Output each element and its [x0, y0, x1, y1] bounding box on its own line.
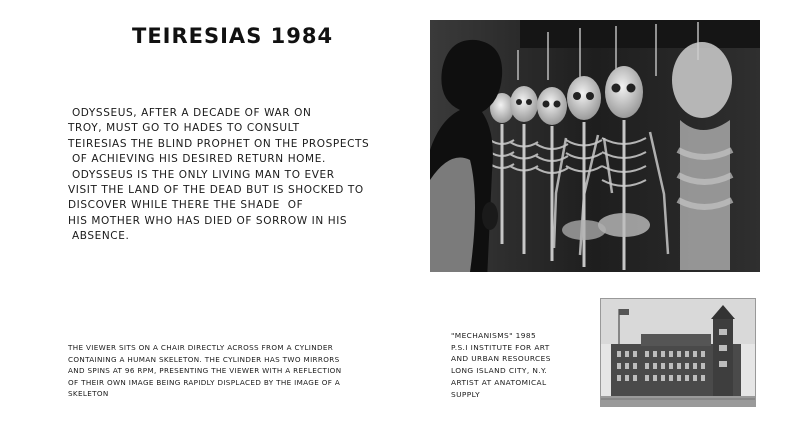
description-line: VISIT THE LAND OF THE DEAD BUT IS SHOCKED TO	[68, 184, 364, 197]
caption-line: OF THEIR OWN IMAGE BEING RAPIDLY DISPLACED BY THE IMAGE OF A	[68, 377, 341, 387]
caption-line: AND SPINS AT 96 RPM, PRESENTING THE VIEWER WITH A REFLECTION	[68, 366, 342, 375]
description-line: ABSENCE.	[68, 230, 130, 243]
description-text	[68, 106, 388, 245]
installation-caption	[68, 342, 408, 400]
skeletons-photo	[430, 20, 760, 272]
skeletons-photo-graphic	[430, 20, 760, 272]
caption-line: CONTAINING A HUMAN SKELETON. THE CYLINDER HAS TWO MIRRORS	[68, 354, 340, 364]
exhibition-credit	[451, 330, 591, 400]
caption-line: THE VIEWER SITS ON A CHAIR DIRECTLY ACROSS FROM A CYLINDER	[68, 343, 334, 352]
description-line: DISCOVER WHILE THERE THE SHADE OF	[68, 199, 304, 212]
building-photo	[601, 299, 755, 406]
caption-line: SKELETON	[68, 389, 109, 398]
credit-line: AND URBAN RESOURCES	[451, 354, 551, 364]
credit-line: ARTIST AT ANATOMICAL	[451, 377, 547, 387]
description-line: ODYSSEUS IS THE ONLY LIVING MAN TO EVER	[68, 168, 335, 181]
building-photo-graphic	[601, 299, 755, 406]
description-line: HIS MOTHER WHO HAS DIED OF SORROW IN HIS	[68, 214, 348, 227]
description-line: TROY, MUST GO TO HADES TO CONSULT	[68, 122, 300, 135]
credit-line: SUPPLY	[451, 389, 481, 399]
description-line: TEIRESIAS THE BLIND PROPHET ON THE PROSPECTS	[68, 137, 370, 150]
description-line: ODYSSEUS, AFTER A DECADE OF WAR ON	[68, 107, 312, 119]
page-title: TEIRESIAS 1984	[132, 24, 334, 48]
credit-line: P.S.I INSTITUTE FOR ART	[451, 342, 550, 352]
credit-line: "MECHANISMS" 1985	[451, 331, 537, 340]
description-line: OF ACHIEVING HIS DESIRED RETURN HOME.	[68, 153, 326, 166]
credit-line: LONG ISLAND CITY, N.Y.	[451, 366, 548, 376]
